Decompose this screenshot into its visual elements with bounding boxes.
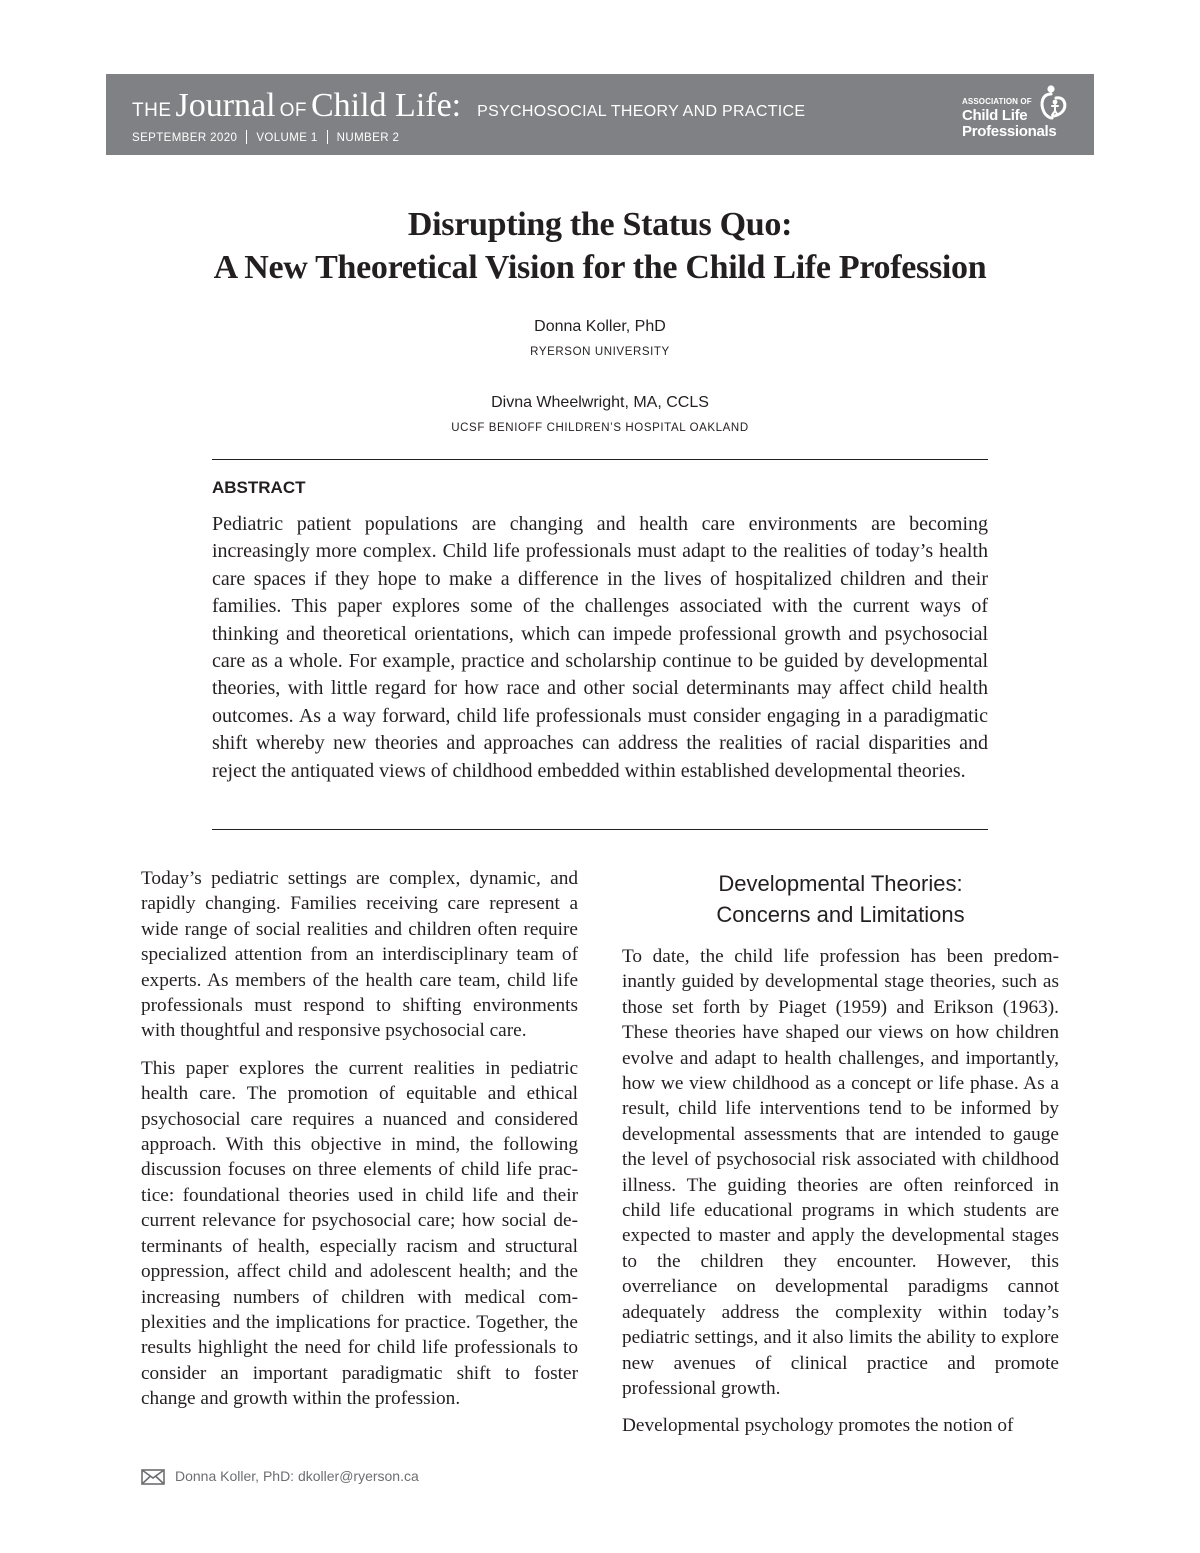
- issue-volume: VOLUME 1: [256, 132, 318, 144]
- section-heading-line-1: Developmental Theories:: [718, 871, 963, 896]
- journal-title: [132, 86, 805, 132]
- section-heading: [622, 868, 1059, 930]
- logo-line-professionals: Professionals: [962, 123, 1057, 140]
- issue-number: NUMBER 2: [336, 132, 400, 144]
- envelope-icon: [141, 1469, 165, 1485]
- meta-divider: [246, 130, 247, 144]
- journal-title-child-life: Child Life:: [310, 87, 462, 124]
- article-title-line-1: Disrupting the Status Quo:: [407, 206, 793, 243]
- corresponding-author-footer: [141, 1468, 419, 1485]
- abstract-text: Pediatric patient populations are changing and health care environments are becoming increasingly more complex. Child life professionals must adapt to the realities of today’s health care spaces if they hope to make a difference in the lives of hospitalized children and their families. This paper explores some of the challenges associated with the current ways of thinking and theoretical orientations, which can impede professional growth and psychosocial care as a whole. For example, practice and scholarship continue to be guided by developmental theories, with little regard for how race and other social determinants may affect child health outcomes. As a way forward, child life professionals must consider engaging in a paradigmatic shift whereby new theories and approaches can address the realities of racial disparities and reject the antiquated views of childhood embedded within established developmental theories.: [212, 513, 988, 782]
- journal-title-of: OF: [279, 100, 307, 121]
- meta-divider: [327, 130, 328, 144]
- author-1-affiliation: RYERSON UNIVERSITY: [530, 346, 670, 358]
- body-paragraph: Developmental psychology promotes the notion of: [622, 1415, 1014, 1437]
- contact-email[interactable]: Donna Koller, PhD: dkoller@ryerson.ca: [175, 1468, 419, 1484]
- logo-line-child-life: Child Life: [962, 107, 1028, 124]
- author-1-name: Donna Koller, PhD: [534, 318, 666, 335]
- logo-line-association: ASSOCIATION OF: [962, 97, 1032, 106]
- acp-logo: [962, 84, 1070, 144]
- author-2-name: Divna Wheelwright, MA, CCLS: [491, 394, 709, 411]
- abstract-top-rule: [212, 459, 988, 460]
- body-paragraph: Today’s pediatric settings are complex, dynamic, and rapidly changing. Families receiving care represent a wide range of social realities and children often require specialized attention from an interdisciplinary team of experts. As members of the health care team, child life professionals must respond to shifting environments with thoughtful and responsive psychosocial care.: [141, 868, 578, 1042]
- journal-subtitle: PSYCHOSOCIAL THEORY AND PRACTICE: [477, 103, 806, 120]
- journal-title-journal: Journal: [175, 87, 276, 124]
- family-figure-icon: [1036, 84, 1070, 122]
- body-paragraph: To date, the child life profession has been predominantly guided by developmental stage theories, such as those set forth by Piaget (1959) and Erikson (1963). These theories have shaped our views on how children evolve and adapt to health challenges, and importantly, how we view childhood as a concept or life phase. As a result, child life interventions tend to be informed by developmental assessments that are intended to gauge the level of psychosocial risk associated with childhood illness. The guiding theories are often reinforced in child life educational programs in which students are expected to master and apply the developmental stages to the children they encounter. However, this overreliance on developmental paradigms cannot adequately address the complexity within today’s pediatric settings, and it also limits the ability to explore new avenues of clinical practice and promote professional growth.: [622, 946, 1059, 1399]
- journal-title-the: THE: [132, 100, 172, 121]
- abstract-bottom-rule: [212, 829, 988, 830]
- body-paragraph: This paper explores the current realities in pediatric health care. The promotion of equitable and ethical psychosocial care requires a nuanced and considered approach. With this objective in mind, the following discussion focuses on three elements of child life practice: foundational theories used in child life and their current relevance for psychosocial care; how social determinants of health, especially racism and structural oppression, affect child and adolescent health; and the increasing numbers of children with medical complexities and the implications for practice. Together, the results highlight the need for child life professionals to consider an important paradigmatic shift to foster change and growth within the profession.: [141, 1057, 578, 1410]
- issue-meta: [132, 130, 399, 144]
- abstract-heading: ABSTRACT: [212, 478, 306, 497]
- body-column-right: [622, 944, 1059, 1451]
- issue-date: SEPTEMBER 2020: [132, 132, 238, 144]
- author-2-affiliation: UCSF BENIOFF CHILDREN’S HOSPITAL OAKLAND: [451, 422, 749, 434]
- article-title-line-2: A New Theoretical Vision for the Child Life Profession: [213, 249, 987, 286]
- body-column-left: [141, 866, 578, 1424]
- section-heading-line-2: Concerns and Limitations: [716, 902, 965, 927]
- journal-header-banner: [106, 74, 1094, 155]
